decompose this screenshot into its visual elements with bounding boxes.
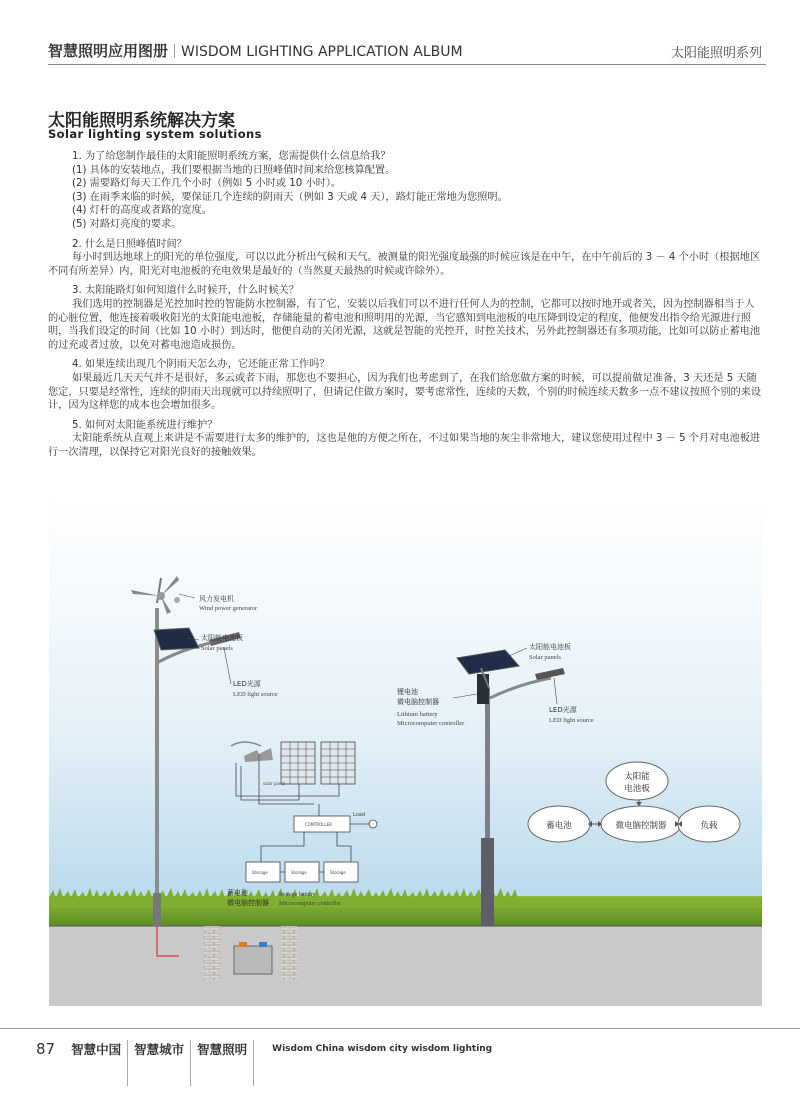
faq-body [48, 150, 764, 459]
lithium-controller-label: 微电脑控制器 [397, 698, 439, 706]
faq-item: (2) 需要路灯每天工作几个小时（例如 5 小时或 10 小时）。 [72, 178, 342, 190]
faq-item: (1) 具体的安装地点，我们要根据当地的日照峰值时间来给您核算配置。 [72, 164, 396, 176]
album-title-en: WISDOM LIGHTING APPLICATION ALBUM [181, 44, 463, 60]
section-title: 太阳能照明系统解决方案 [48, 111, 235, 131]
faq-answer-2: 每小时到达地球上的阳光的单位强度，可以以此分析出气候和天气。被测量的阳光强度最强的时候应该是在中午，在中午前后的 3 － 4 个小时（根据地区不同有所差异）内，阳光对电池板的充电效果是最好的（当然夏天最热的时候或许除外）。 [48, 252, 761, 277]
footer-brand-city: 智慧城市 [134, 1042, 185, 1057]
lithium-battery-label-en: Lithium battery [397, 711, 438, 718]
solar-streetlight-illustration [49, 498, 762, 1006]
led-label: LED光源 [233, 680, 261, 688]
header-divider [48, 64, 766, 65]
svg-text:Storage: Storage [291, 870, 307, 875]
faq-question-2: 2. 什么是日照峰值时间？ [72, 238, 187, 250]
lithium-battery-label: 锂电池 [397, 688, 418, 696]
brick-pillar [281, 926, 297, 980]
faq-answer-4: 如果最近几天天气并不是很好，多云或者下雨，那您也不要担心，因为我们也考虑到了，在我们给您做方案的时候，可以提前做足准备，3 天还是 5 天随您定，只要是经常性，连续的阴雨天出现就可以持续照明了，但请记住做方案时，要考虑常性，连续的天数，个别的时候连续天数多一点不建议按照个别的来设计，因为这样您的成本也会增加很多。 [48, 372, 762, 412]
wiring-solar-panel [321, 742, 355, 784]
faq-question-1: 1. 为了给您制作最佳的太阳能照明系统方案，您需提供什么信息给我？ [72, 151, 391, 162]
wiring-load-label: Load [353, 812, 365, 818]
faq-answer-5: 太阳能系统从直观上来讲是不需要进行太多的维护的，这也是他的方便之所在，不过如果当地的灰尘非常地大，建议您使用过程中 3 － 5 个月对电池板进行一次清理，以保持它对阳光良好的接触效果。 [48, 433, 761, 458]
footer-brand-china: 智慧中国 [71, 1042, 122, 1057]
microcomputer-controller-label-en: Microcomputer controller [279, 901, 342, 907]
flow-panel-line1: 太阳能 [624, 772, 650, 782]
footer-divider [0, 1028, 800, 1029]
illustration-canvas [49, 498, 762, 1006]
ground-soil [49, 926, 762, 1006]
solar-panel-label-2: 太阳能电池板 [529, 643, 571, 651]
storage-battery-label-en: Storage battery [279, 892, 316, 898]
led-label-2: LED光源 [549, 706, 577, 714]
title-divider [174, 44, 175, 58]
wind-generator-label-en: Wind power generator [199, 605, 258, 612]
flow-panel-line2: 电池板 [624, 784, 650, 794]
lithium-controller-label-en: Microcomputer controller [397, 720, 465, 727]
led-label-2-en: LED light source [549, 717, 594, 724]
page-header [0, 0, 800, 66]
faq-item: (5) 对路灯亮度的要求。 [72, 218, 182, 230]
brick-pillar [204, 926, 220, 980]
faq-question-3: 3. 太阳能路灯如何知道什么时候开，什么时候关？ [72, 285, 299, 297]
page-number: 87 [36, 1040, 56, 1058]
svg-text:Storage: Storage [330, 870, 346, 875]
series-label: 太阳能照明系列 [670, 46, 762, 61]
page-footer [36, 1040, 492, 1090]
led-label-en: LED light source [233, 691, 278, 698]
svg-text:CONTROLLER: CONTROLLER [305, 822, 333, 827]
wind-generator-label: 风力发电机 [199, 595, 234, 603]
solar-panel-label-2-en: Solar panels [529, 654, 561, 661]
faq-question-4: 4. 如果连续出现几个阴雨天怎么办，它还能正常工作吗？ [72, 359, 330, 371]
footer-slogan: Wisdom China wisdom city wisdom lighting [272, 1044, 493, 1054]
section-subtitle: Solar lighting system solutions [48, 127, 262, 141]
solar-panel-label-en: Solar panels [201, 645, 233, 652]
solar-panel-label: 太阳能电池板 [201, 634, 243, 642]
wiring-solar-panel [281, 742, 315, 784]
faq-question-5: 5. 如何对太阳能系统进行维护？ [72, 419, 218, 431]
flow-battery-label: 蓄电池 [546, 821, 572, 831]
flow-load-label: 负载 [700, 821, 718, 831]
faq-answer-3: 我们选用的控制器是光控加时控的智能防水控制器，有了它，安装以后我们可以不进行任何人为的控制，它都可以按时地开或者关，因为控制器相当于人的心脏位置，他连接着吸收阳光的太阳能电池板，存储能量的蓄电池和照明用的光源，当它感知到电池板的电压降到设定的程度，他便发出指令给光源进行照明，当我们设定的时间（比如 10 小时）到达时，他便自动的关闭光源，这就是智能的光控开，时控关技术，另外此控制器还有多项功能，比如可以防止蓄电池的过充或者过放，以免对蓄电池造成损伤。 [48, 298, 761, 351]
flow-controller-label: 微电脑控制器 [615, 821, 667, 831]
svg-text:Storage: Storage [252, 870, 268, 875]
underground-battery-box [234, 942, 272, 974]
svg-text:solar panel: solar panel [263, 781, 286, 786]
storage-battery-label: 蓄电池 [227, 889, 248, 897]
faq-item: (3) 在雨季来临的时候，要保证几个连续的阴雨天（例如 3 天或 4 天），路灯能正常地为您照明。 [72, 191, 508, 203]
faq-item: (4) 灯杆的高度或者路的宽度。 [72, 205, 212, 217]
album-title [48, 40, 463, 61]
microcomputer-controller-label: 微电脑控制器 [227, 899, 269, 907]
album-title-cn: 智慧照明应用图册 [48, 42, 169, 60]
footer-brand-lighting: 智慧照明 [197, 1042, 248, 1057]
wiring-load-lamp [369, 820, 377, 828]
